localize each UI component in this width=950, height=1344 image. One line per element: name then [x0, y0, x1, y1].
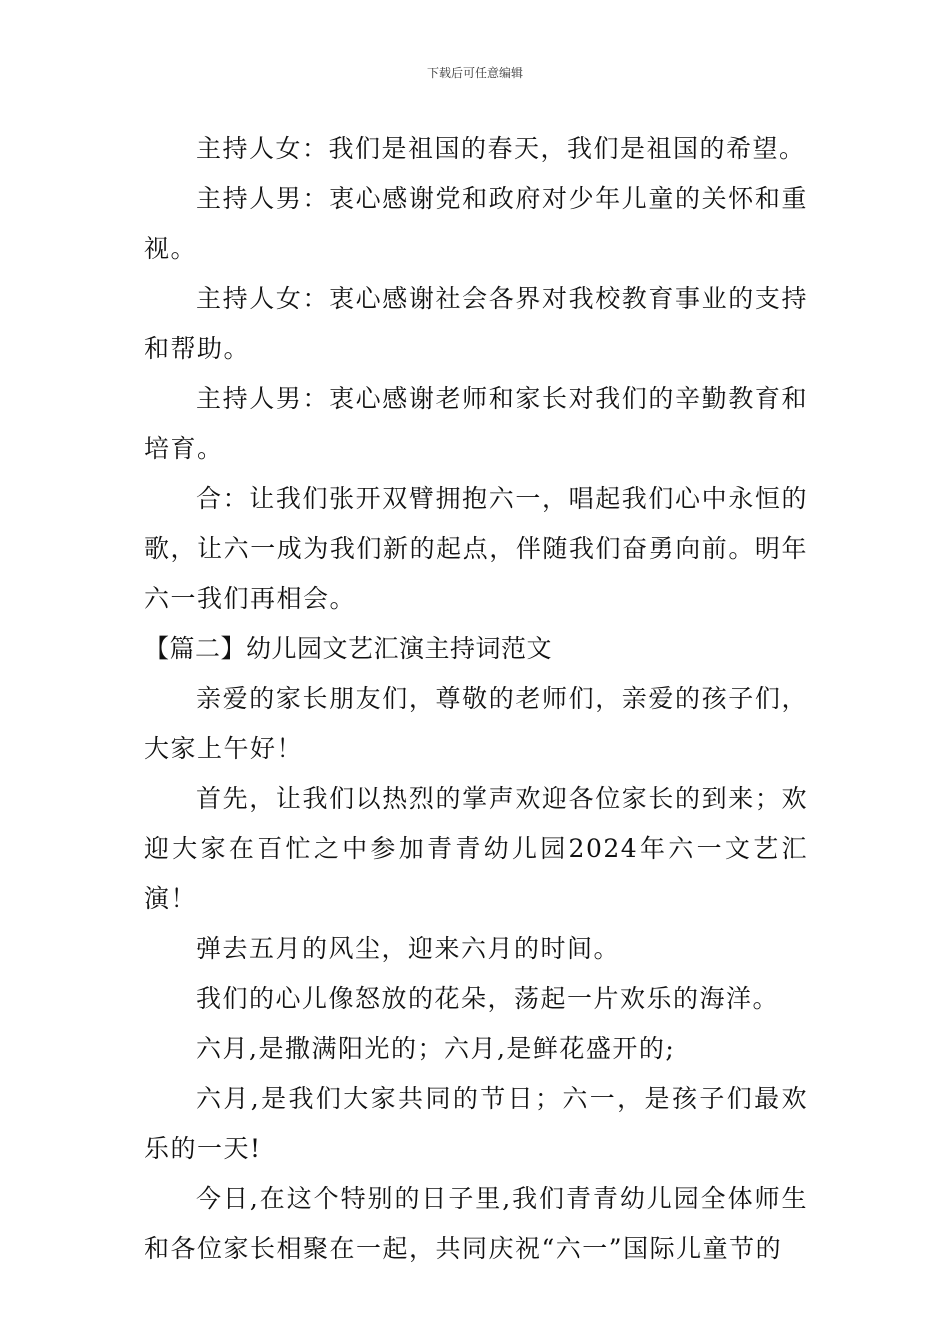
paragraph-host-male-2: 主持人男：衷心感谢老师和家长对我们的辛勤教育和培育。: [144, 384, 808, 463]
paragraph-host-female-2: 主持人女：衷心感谢社会各界对我校教育事业的支持和帮助。: [144, 284, 808, 363]
paragraph-greeting: 亲爱的家长朋友们，尊敬的老师们，亲爱的孩子们，大家上午好！: [144, 684, 808, 763]
paragraph-hearts: 我们的心儿像怒放的花朵，荡起一片欢乐的海洋。: [196, 984, 780, 1013]
section-heading: 【篇二】幼儿园文艺汇演主持词范文: [144, 634, 553, 663]
paragraph-host-female-1: 主持人女：我们是祖国的春天，我们是祖国的希望。: [196, 134, 806, 163]
paragraph-today: 今日,在这个特别的日子里,我们青青幼儿园全体师生和各位家长相聚在一起，共同庆祝“六一”国际儿童节的: [144, 1184, 808, 1263]
paragraph-june-sunshine: 六月,是撒满阳光的；六月,是鲜花盛开的;: [196, 1034, 676, 1063]
paragraph-host-male-1: 主持人男：衷心感谢党和政府对少年儿童的关怀和重视。: [144, 184, 808, 263]
paragraph-together: 合：让我们张开双臂拥抱六一，唱起我们心中永恒的歌，让六一成为我们新的起点，伴随我们奋勇向前。明年六一我们再相会。: [144, 484, 808, 613]
document-body: [144, 124, 808, 1274]
page-header-note: 下载后可任意编辑: [426, 66, 523, 80]
paragraph-welcome: 首先，让我们以热烈的掌声欢迎各位家长的到来；欢迎大家在百忙之中参加青青幼儿园2024年六一文艺汇演！: [144, 784, 808, 913]
paragraph-may-june: 弹去五月的风尘，迎来六月的时间。: [196, 934, 621, 963]
paragraph-june-holiday: 六月,是我们大家共同的节日；六一，是孩子们最欢乐的一天!: [144, 1084, 808, 1163]
